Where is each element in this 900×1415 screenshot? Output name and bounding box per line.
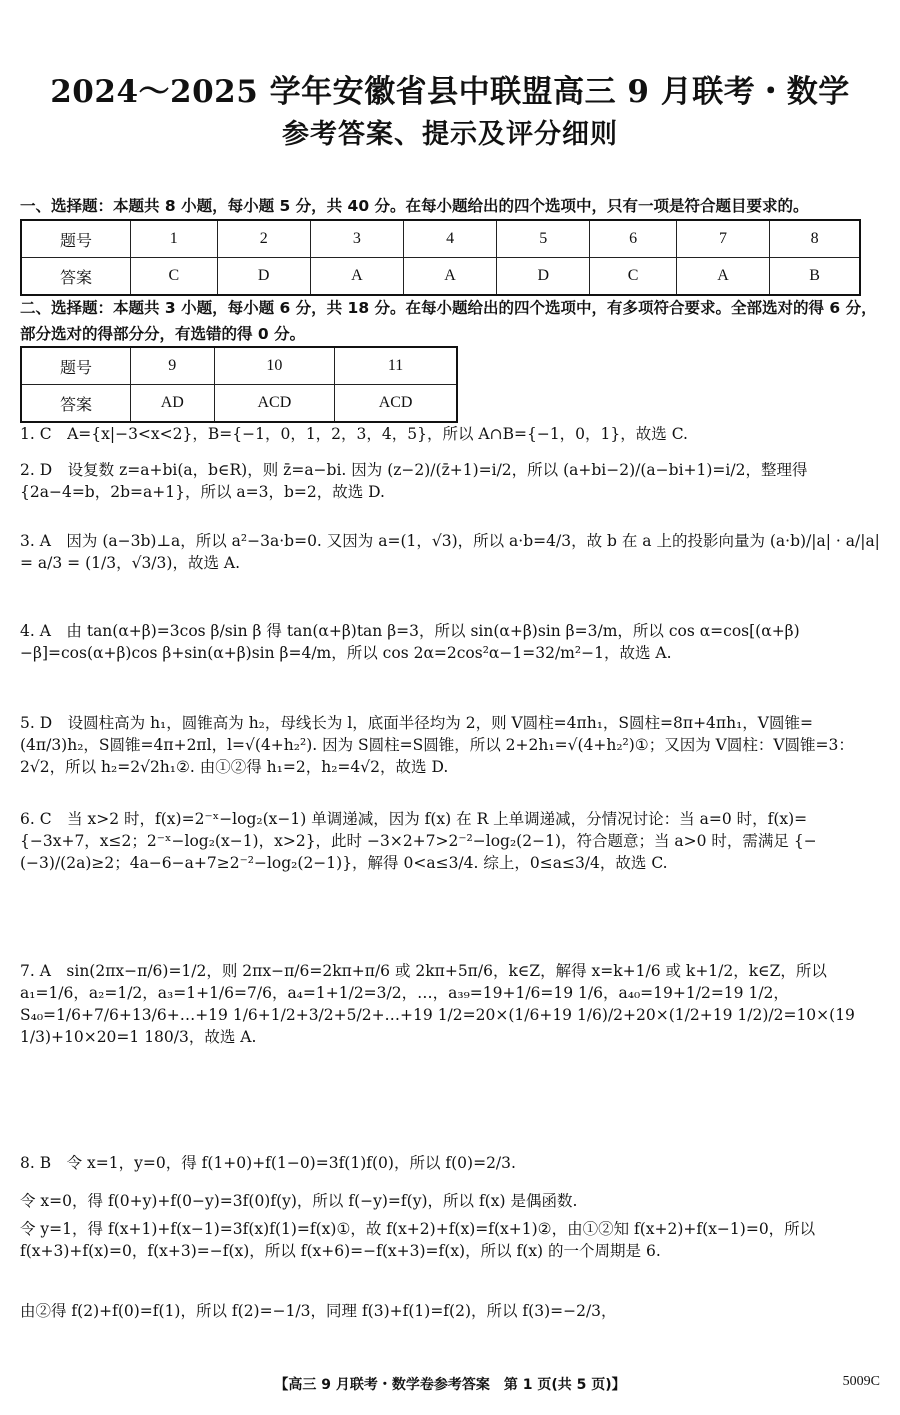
table-row bbox=[21, 220, 860, 258]
answer-cell: B bbox=[770, 258, 860, 296]
page-title: 2024～2025 学年安徽省县中联盟高三 9 月联考・数学 bbox=[50, 74, 850, 110]
row-label: 答案 bbox=[21, 385, 131, 423]
answer-cell: ACD bbox=[335, 385, 457, 423]
solution-8-step-4: 由②得 f(2)+f(0)=f(1)，所以 f(2)=−1/3，同理 f(3)+f(1)=f(2)，所以 f(3)=−2/3， bbox=[20, 1302, 617, 1320]
question-number: 5 bbox=[497, 220, 590, 258]
question-number: 4 bbox=[403, 220, 496, 258]
solution-1: 1. C A={x|−3<x<2}，B={−1，0，1，2，3，4，5}，所以 A∩B={−1，0，1}，故选 C. bbox=[20, 425, 688, 443]
question-number: 2 bbox=[217, 220, 310, 258]
answer-cell: ACD bbox=[214, 385, 335, 423]
answer-cell: A bbox=[403, 258, 496, 296]
answer-cell: D bbox=[217, 258, 310, 296]
question-number: 1 bbox=[131, 220, 218, 258]
question-number: 3 bbox=[310, 220, 403, 258]
question-number: 7 bbox=[676, 220, 769, 258]
answer-cell: AD bbox=[131, 385, 215, 423]
section2-answer-table bbox=[20, 346, 458, 423]
question-number: 6 bbox=[590, 220, 677, 258]
table-row bbox=[21, 385, 457, 423]
question-number: 8 bbox=[770, 220, 860, 258]
page-subtitle: 参考答案、提示及评分细则 bbox=[282, 119, 618, 150]
question-number: 9 bbox=[131, 347, 215, 385]
section2-heading: 二、选择题：本题共 3 小题，每小题 6 分，共 18 分。在每小题给出的四个选项中，有多项符合要求。全部选对的得 6 分，部分选对的得部分分，有选错的得 0 分。 bbox=[20, 299, 877, 343]
answer-cell: C bbox=[131, 258, 218, 296]
section1-answer-table bbox=[20, 219, 861, 296]
solution-6: 6. C 当 x>2 时，f(x)=2⁻ˣ−log₂(x−1) 单调递减，因为 f(x) 在 R 上单调递减，分情况讨论：当 a=0 时，f(x)={−3x+7，x≤2；2⁻ˣ−log₂(x−1)，x>2}，此时 −3×2+7>2⁻²−log₂(2−1)，符合题意；当 a>0 时，需满足 {−(−3)/(2a)≥2；4a−6−a+7≥2⁻²−log₂(2−1)}，解得 0<a≤3/4. 综上，0≤a≤3/4，故选 C. bbox=[20, 810, 817, 872]
solution-5: 5. D 设圆柱高为 h₁，圆锥高为 h₂，母线长为 l，底面半径均为 2，则 V圆柱=4πh₁，S圆柱=8π+4πh₁，V圆锥=(4π/3)h₂，S圆锥=4π+2πl，l=√(4+h₂²). 因为 S圆柱=S圆锥，所以 2+2h₁=√(4+h₂²)①；又因为 V圆柱：V圆锥=3：2√2，所以 h₂=2√2h₁②. 由①②得 h₁=2，h₂=4√2，故选 D. bbox=[20, 714, 854, 776]
page-footer: 【高三 9 月联考・数学卷参考答案 第 1 页(共 5 页)】 bbox=[274, 1377, 626, 1393]
answer-cell: A bbox=[676, 258, 769, 296]
row-label: 答案 bbox=[21, 258, 131, 296]
solution-8: 8. B 令 x=1，y=0，得 f(1+0)+f(1−0)=3f(1)f(0)，所以 f(0)=2/3. bbox=[20, 1154, 516, 1172]
row-label: 题号 bbox=[21, 347, 131, 385]
solution-8-step-2: 令 x=0，得 f(0+y)+f(0−y)=3f(0)f(y)，所以 f(−y)=f(y)，所以 f(x) 是偶函数. bbox=[20, 1192, 578, 1210]
table-row bbox=[21, 258, 860, 296]
section1-heading: 一、选择题：本题共 8 小题，每小题 5 分，共 40 分。在每小题给出的四个选项中，只有一项是符合题目要求的。 bbox=[20, 197, 809, 215]
row-label: 题号 bbox=[21, 220, 131, 258]
solution-8-step-3: 令 y=1，得 f(x+1)+f(x−1)=3f(x)f(1)=f(x)①，故 f(x+2)+f(x)=f(x+1)②，由①②知 f(x+2)+f(x−1)=0，所以 f(x+3)+f(x)=0，f(x+3)=−f(x)，所以 f(x+6)=−f(x+3)=f(x)，所以 f(x) 的一个周期是 6. bbox=[20, 1220, 816, 1260]
table-row bbox=[21, 347, 457, 385]
solution-2: 2. D 设复数 z=a+bi(a，b∈R)，则 z̄=a−bi. 因为 (z−2)/(z̄+1)=i/2，所以 (a+bi−2)/(a−bi+1)=i/2，整理得 {2a−4=b，2b=a+1}，所以 a=3，b=2，故选 D. bbox=[20, 461, 808, 501]
question-number: 11 bbox=[335, 347, 457, 385]
answer-cell: C bbox=[590, 258, 677, 296]
document-code: 5009C bbox=[842, 1374, 880, 1389]
answer-cell: D bbox=[497, 258, 590, 296]
solution-3: 3. A 因为 (a−3b)⊥a，所以 a²−3a·b=0. 又因为 a=(1，√3)，所以 a·b=4/3，故 b 在 a 上的投影向量为 (a·b)/|a| · a/|a| = a/3 = (1/3，√3/3)，故选 A. bbox=[20, 532, 880, 572]
answer-cell: A bbox=[310, 258, 403, 296]
solution-4: 4. A 由 tan(α+β)=3cos β/sin β 得 tan(α+β)tan β=3，所以 sin(α+β)sin β=3/m，所以 cos α=cos[(α+β)−β]=cos(α+β)cos β+sin(α+β)sin β=4/m，所以 cos 2α=2cos²α−1=32/m²−1，故选 A. bbox=[20, 622, 800, 662]
question-number: 10 bbox=[214, 347, 335, 385]
solution-7: 7. A sin(2πx−π/6)=1/2，则 2πx−π/6=2kπ+π/6 或 2kπ+5π/6，k∈Z，解得 x=k+1/6 或 k+1/2，k∈Z，所以 a₁=1/6，a₂=1/2，a₃=1+1/6=7/6，a₄=1+1/2=3/2，…，a₃₉=19+1/6=19 1/6，a₄₀=19+1/2=19 1/2，S₄₀=1/6+7/6+13/6+…+19 1/6+1/2+3/2+5/2+…+19 1/2=20×(1/6+19 1/6)/2+20×(1/2+19 1/2)/2=10×(19 1/3)+10×20=1 180/3，故选 A. bbox=[20, 962, 855, 1046]
